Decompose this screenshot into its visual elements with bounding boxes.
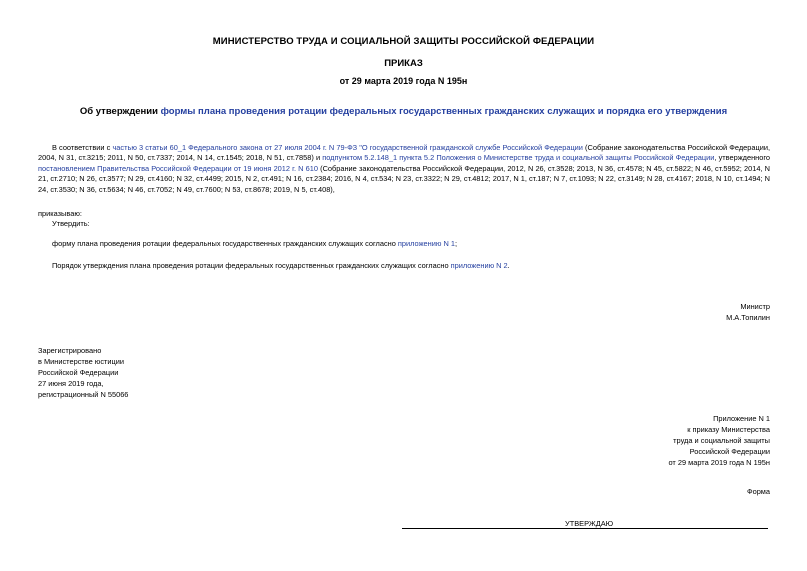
approve-word: Утвердить: — [52, 219, 90, 228]
appendix-1-link[interactable]: приложению N 1 — [397, 239, 455, 248]
registration-line-3: Российской Федерации — [38, 368, 119, 377]
order-word: приказываю: — [38, 209, 82, 218]
item-1-text: форму плана проведения ротации федеральных государственных гражданских служащих согласно — [52, 239, 398, 248]
ministry-regulation-link[interactable]: подпунктом 5.2.148_1 пункта 5.2 Положения о Министерстве труда и социальной защиты Российской Федерации — [322, 153, 715, 163]
item-1-end: ; — [454, 239, 458, 248]
registration-line-2: в Министерстве юстиции — [38, 357, 125, 366]
doc-date-number: от 29 марта 2019 года N 195н — [339, 76, 468, 86]
item-2-end: . — [507, 261, 510, 270]
doc-type-heading: ПРИКАЗ — [384, 58, 423, 69]
preamble-text-1: В соответствии с — [52, 143, 113, 152]
form-label: Форма — [746, 487, 770, 496]
signature-position: Министр — [740, 302, 770, 311]
item-2 — [52, 261, 510, 270]
preamble-text-4: (Собрание законодательства Российской Федерации, 2012, N 26, ст.3528; 2013, N 36, ст.4578; N 45, ст.5822; N 46, ст.5952; 2014, N 21, ст.2710; N 26, ст.3577; N 29, ст.4160; N 32, ст.4499; 2015, N 2, ст.491; N 16, ст.2384; 2016, N 4, ст.534; N 23, ст.3322; N 29, ст.4812; 2017, N 1, ст.187; N 7, ст.1093; N 22, ст.3149; N 28, ст.4167; 2018, N 10, ст.1494; N 24, ст.3530; N 36, ст.5634; N 46, ст.7052; N 49, ст.7600; N 53, ст.8678; 2019, N 5, ст.408), — [38, 163, 770, 194]
approve-stamp: УТВЕРЖДАЮ — [565, 519, 614, 528]
doc-title-link[interactable]: формы плана проведения ротации федеральных государственных гражданских служащих и порядка его утверждения — [160, 106, 728, 117]
ministry-heading: МИНИСТЕРСТВО ТРУДА И СОЦИАЛЬНОЙ ЗАЩИТЫ РОССИЙСКОЙ ФЕДЕРАЦИИ — [212, 36, 595, 47]
signature-block — [726, 301, 770, 323]
appendix-line-2: к приказу Министерства — [687, 425, 770, 434]
signature-name: М.А.Топилин — [726, 313, 770, 322]
appendix-line-4: Российской Федерации — [689, 447, 770, 456]
law-79fz-link[interactable]: частью 3 статьи 60_1 Федерального закона от 27 июля 2004 г. N 79-ФЗ "О государственной гражданской службе Российской Федерации — [112, 143, 583, 152]
appendix-line-3: труда и социальной защиты — [673, 436, 770, 445]
appendix-line-1: Приложение N 1 — [713, 414, 770, 423]
item-2-text: Порядок утверждения плана проведения ротации федеральных государственных гражданских служащих согласно — [52, 261, 451, 270]
registration-line-4: 27 июня 2019 года, — [38, 379, 104, 388]
doc-title — [0, 106, 807, 117]
appendix-block — [668, 413, 770, 468]
preamble-text-2: (Собрание законодательства Российской Федерации, 2004, N 31, ст.3215; 2011, N 50, ст.7337; 2014, N 14, ст.1545; 2018, N 51, ст.7858) и — [38, 143, 770, 163]
preamble-paragraph — [38, 143, 770, 195]
appendix-line-5: от 29 марта 2019 года N 195н — [668, 458, 770, 467]
item-1 — [52, 239, 457, 248]
registration-line-5: регистрационный N 55066 — [38, 390, 129, 399]
appendix-2-link[interactable]: приложению N 2 — [450, 261, 508, 270]
approve-signature-line — [402, 528, 768, 529]
government-decree-link[interactable]: постановлением Правительства Российской Федерации от 19 июня 2012 г. N 610 — [38, 163, 318, 173]
registration-block — [38, 345, 128, 400]
registration-line-1: Зарегистрировано — [38, 346, 102, 355]
doc-title-prefix: Об утверждении — [79, 106, 161, 117]
preamble-text-3: , утвержденного — [714, 153, 770, 163]
